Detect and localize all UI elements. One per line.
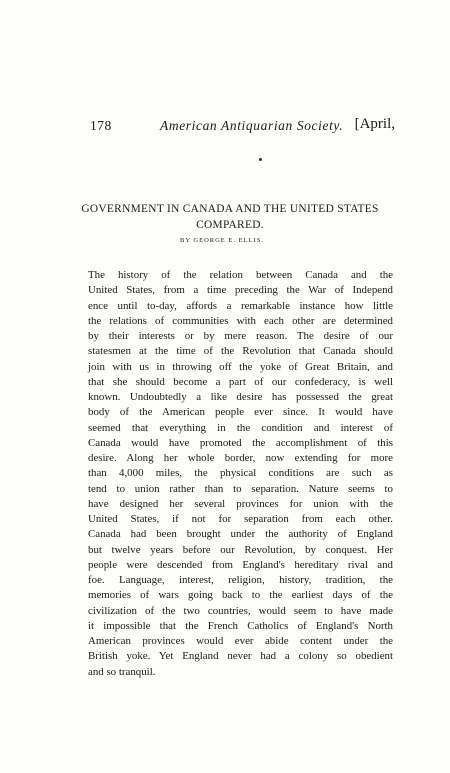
body-line: but twelve years before our Revolution, by conquest. Her — [88, 543, 393, 556]
body-line: have designed her several provinces for union with the — [88, 497, 393, 510]
body-line: memories of wars going back to the earliest days of the — [88, 589, 393, 602]
body-text — [88, 268, 393, 680]
body-line: foe. Language, interest, religion, history, tradition, the — [88, 574, 393, 586]
body-line: British yoke. Yet England never had a colony so obedient — [88, 650, 393, 663]
body-line: United States, from a time preceding the War of Independ — [88, 284, 393, 297]
article-title-line-2: COMPARED. — [196, 219, 264, 231]
body-line: people were descended from England's hereditary rival and — [88, 558, 393, 571]
issue-date: [April, — [354, 116, 395, 132]
body-line: Canada would have promoted the accomplishment of this — [88, 436, 393, 449]
body-line: known. Undoubtedly a like desire has possessed the great — [88, 391, 393, 403]
body-line: desire. Along her whole border, now extending for more — [88, 452, 393, 464]
body-line: Canada had been brought under the authority of England — [88, 528, 393, 541]
body-line: it impossible that the French Catholics of England's North — [88, 619, 393, 632]
running-head — [90, 116, 395, 138]
body-line: by their interests or by mere reason. The desire of our — [88, 330, 393, 342]
byline: BY GEORGE E. ELLIS. — [180, 237, 264, 244]
ornament-dot — [259, 158, 262, 161]
body-line: tend to union rather than to separation. Nature seems to — [88, 482, 393, 495]
body-line: United States, if not for separation from each other. — [88, 513, 393, 525]
article-title-line-1: GOVERNMENT IN CANADA AND THE UNITED STATES — [81, 203, 379, 215]
body-line: American provinces would ever abide content under the — [88, 635, 393, 647]
body-line: The history of the relation between Canada and the — [88, 269, 393, 281]
body-line: the relations of communities with each other are determined — [88, 314, 393, 327]
body-line: that she should become a part of our confederacy, is well — [88, 375, 393, 388]
page-number: 178 — [90, 118, 112, 133]
journal-title: American Antiquarian Society. — [160, 118, 344, 133]
body-line: statesmen at the time of the Revolution that Canada should — [88, 345, 393, 358]
body-line: civilization of the two countries, would seem to have made — [88, 604, 393, 617]
article-title — [60, 201, 400, 233]
body-line: seemed that everything in the condition and interest of — [88, 421, 393, 434]
body-line: ence until to-day, affords a remarkable instance how little — [88, 299, 393, 312]
body-line: than 4,000 miles, the physical conditions are such as — [88, 467, 393, 480]
body-line: body of the American people ever since. It would have — [88, 406, 393, 419]
body-line: and so tranquil. — [88, 665, 156, 678]
body-line: join with us in throwing off the yoke of Great Britain, and — [88, 360, 393, 373]
